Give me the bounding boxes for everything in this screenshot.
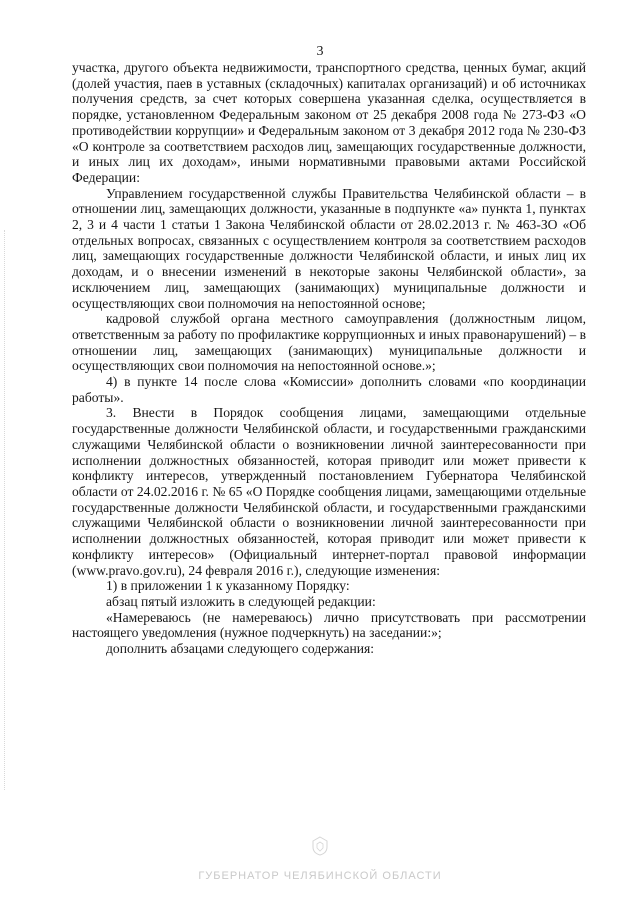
page-number: 3 — [316, 44, 324, 59]
paragraph: 4) в пункте 14 после слова «Комиссии» дополнить словами «по координации работы». — [72, 374, 586, 405]
paragraph: 1) в приложении 1 к указанному Порядку: — [106, 578, 350, 594]
footer-organization: ГУБЕРНАТОР ЧЕЛЯБИНСКОЙ ОБЛАСТИ — [198, 870, 442, 882]
paragraph: дополнить абзацами следующего содержания: — [106, 641, 375, 657]
paragraph: кадровой службой органа местного самоуправления (должностным лицом, ответственным за работу по профилактике коррупционных и иных правонарушений) – в отношении лиц, замещающих (занимающих) муниципальные должности и осуществляющих свои полномочия на непостоянной основе.»; — [72, 311, 586, 374]
scan-margin-marks — [4, 230, 8, 790]
coat-of-arms-icon — [310, 836, 330, 856]
paragraph: участка, другого объекта недвижимости, транспортного средства, ценных бумаг, акций (долей участия, паев в уставных (складочных) капиталах организаций) и об источниках получения средств, за счет которых совершена указанная сделка, осуществляется в порядке, установленном Федеральным законом от 25 декабря 2008 года № 273-ФЗ «О противодействии коррупции» и Федеральным законом от 3 декабря 2012 года № 230-ФЗ «О контроле за соответствием расходов лиц, замещающих государственные должности, и иных лиц их доходам», иными нормативными правовыми актами Российской Федерации: — [72, 60, 586, 185]
paragraph: «Намереваюсь (не намереваюсь) лично присутствовать при рассмотрении настоящего уведомления (нужное подчеркнуть) на заседании:»; — [72, 609, 586, 641]
paragraph: абзац пятый изложить в следующей редакции: — [106, 593, 376, 609]
document-body — [72, 60, 586, 657]
paragraph: Управлением государственной службы Правительства Челябинской области – в отношении лиц, замещающих должности, указанные в подпункте «а» пункта 1, пунктах 2, 3 и 4 части 1 статьи 1 Закона Челябинской области от 28.02.2013 г. № 463-ЗО «Об отдельных вопросах, связанных с осуществлением контроля за соответствием расходов лиц, замещающих государственные должности Челябинской области, и иных лиц их доходам, и о внесении изменений в некоторые законы Челябинской области», за исключением лиц, замещающих (занимающих) муниципальные должности и осуществляющих свои полномочия на непостоянной основе; — [72, 185, 586, 311]
paragraph: 3. Внести в Порядок сообщения лицами, замещающими отдельные государственные должности Челябинской области, и государственными гражданскими служащими Челябинской области о возникновении личной заинтересованности при исполнении должностных обязанностей, которая приводит или может привести к конфликту интересов, утвержденный постановлением Губернатора Челябинской области от 24.02.2016 г. № 65 «О Порядке сообщения лицами, замещающими отдельные государственные должности Челябинской области, и государственными гражданскими служащими Челябинской области о возникновении личной заинтересованности при исполнении должностных обязанностей, которая приводит или может привести к конфликту интересов» (Официальный интернет-портал правовой информации (www.pravo.gov.ru), 24 февраля 2016 г.), следующие изменения: — [72, 405, 586, 578]
